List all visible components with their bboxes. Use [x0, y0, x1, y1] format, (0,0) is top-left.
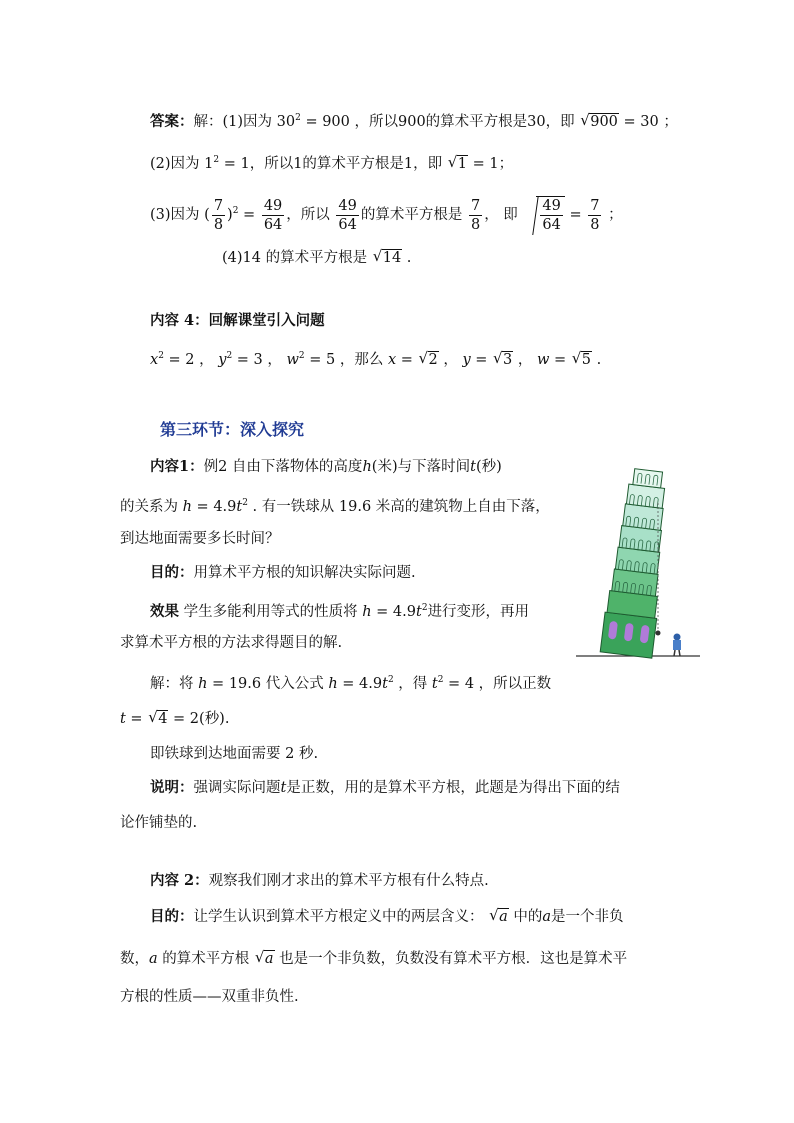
content4-title: 内容 4：回解课堂引入问题 [150, 312, 325, 329]
content1-line-1: 内容1：例2 自由下落物体的高度h(米)与下落时间t(秒) [150, 458, 502, 475]
content1-line-2: 的关系为 $h = 4.9t^2$ . 有一铁球从 19.6 米高的建筑物上自由下落， [120, 498, 550, 515]
content2-line: 内容 2：观察我们刚才求出的算术平方根有什么特点. [150, 872, 489, 889]
sqrt-3: √ 3 [493, 350, 513, 370]
fraction-7-8-b: $\frac{7}{8}$ [470, 197, 481, 233]
fraction-49-64-b: $\frac{49}{64}$ [338, 197, 357, 233]
effect-line-2: 求算术平方根的方法求得题目的解. [120, 635, 343, 651]
content2-purpose-3: 方根的性质——双重非负性. [120, 989, 299, 1005]
fraction-49-64: $\frac{49}{64}$ [263, 197, 283, 233]
solution-line-2: t = √ 4 = 2(秒). [120, 709, 229, 729]
answer-label: 答案： [150, 113, 194, 130]
sqrt-fraction: $\frac{49}{64}$ [524, 196, 564, 235]
fraction-7-8: $\frac{7}{8}$ [213, 197, 224, 233]
sqrt-1: √ 1 [448, 154, 468, 174]
section-heading: 第三环节：深入探究 [160, 420, 305, 439]
sqrt-a-2: √ a [255, 949, 275, 969]
sqrt-4: √ 4 [148, 709, 168, 729]
purpose-line: 目的：用算术平方根的知识解决实际问题. [150, 564, 416, 581]
fraction-7-8-c: $\frac{7}{8}$ [590, 197, 600, 233]
answer-line-4: (4)14 的算术平方根是 √ 14 . [222, 248, 411, 268]
effect-line-1: 效果 学生多能利用等式的性质将 $h = 4.9t^2$进行变形，再用 [150, 603, 530, 620]
solution-line-1: 解：将 h = 19.6 代入公式 $h = 4.9t^2$ ，得 $t^2 = 4$ ，所以正数 [150, 675, 552, 692]
conclusion-line: 即铁球到达地面需要 2 秒. [150, 746, 319, 762]
observer-figure [673, 634, 681, 657]
content2-purpose-2: 数，a 的算术平方根 √ a 也是一个非负数，负数没有算术平方根．这也是算术平 [120, 949, 627, 969]
answer-line-3: (3)因为 ( $\frac{7}{8}$ )$^2$ = $\frac{49}{64}$ ，所以 $\frac{49}{64}$ 的算术平方根是 $\frac{7}{8}$ ， 即 $\frac{49}{64}$ = $\frac{7}{8}$ ； [150, 197, 623, 233]
sqrt-2: √ 2 [419, 350, 439, 370]
answer-line-2: (2)因为 $1^2 = 1$，所以1的算术平方根是1，即 √ 1 = 1； [150, 150, 513, 174]
sqrt-14: √ 14 [373, 248, 402, 268]
content4-equation: $x^2 = 2$ ， $y^2 = 3$ ， $w^2 = 5$ ，那么 x = √ 2 ， y = √ 3 ， w = √ 5 . [150, 346, 601, 370]
sqrt-5: √ 5 [572, 350, 592, 370]
content2-purpose-1: 目的：让学生认识到算术平方根定义中的两层含义： √ a 中的a是一个非负 [150, 907, 624, 927]
note-line-2: 论作铺垫的. [120, 815, 198, 831]
sqrt-900: √ 900 [580, 112, 619, 132]
answer-line-1: 答案：解：(1)因为 $30^2 = 900$ ，所以900的算术平方根是30，即 √ 900 = 30 ； [150, 108, 678, 132]
leaning-tower-illustration [576, 465, 700, 659]
note-line-1: 说明：强调实际问题t是正数，用的是算术平方根，此题是为得出下面的结 [150, 779, 620, 796]
sqrt-a: √ a [489, 907, 509, 927]
content1-line-3: 到达地面需要多长时间？ [120, 531, 280, 547]
